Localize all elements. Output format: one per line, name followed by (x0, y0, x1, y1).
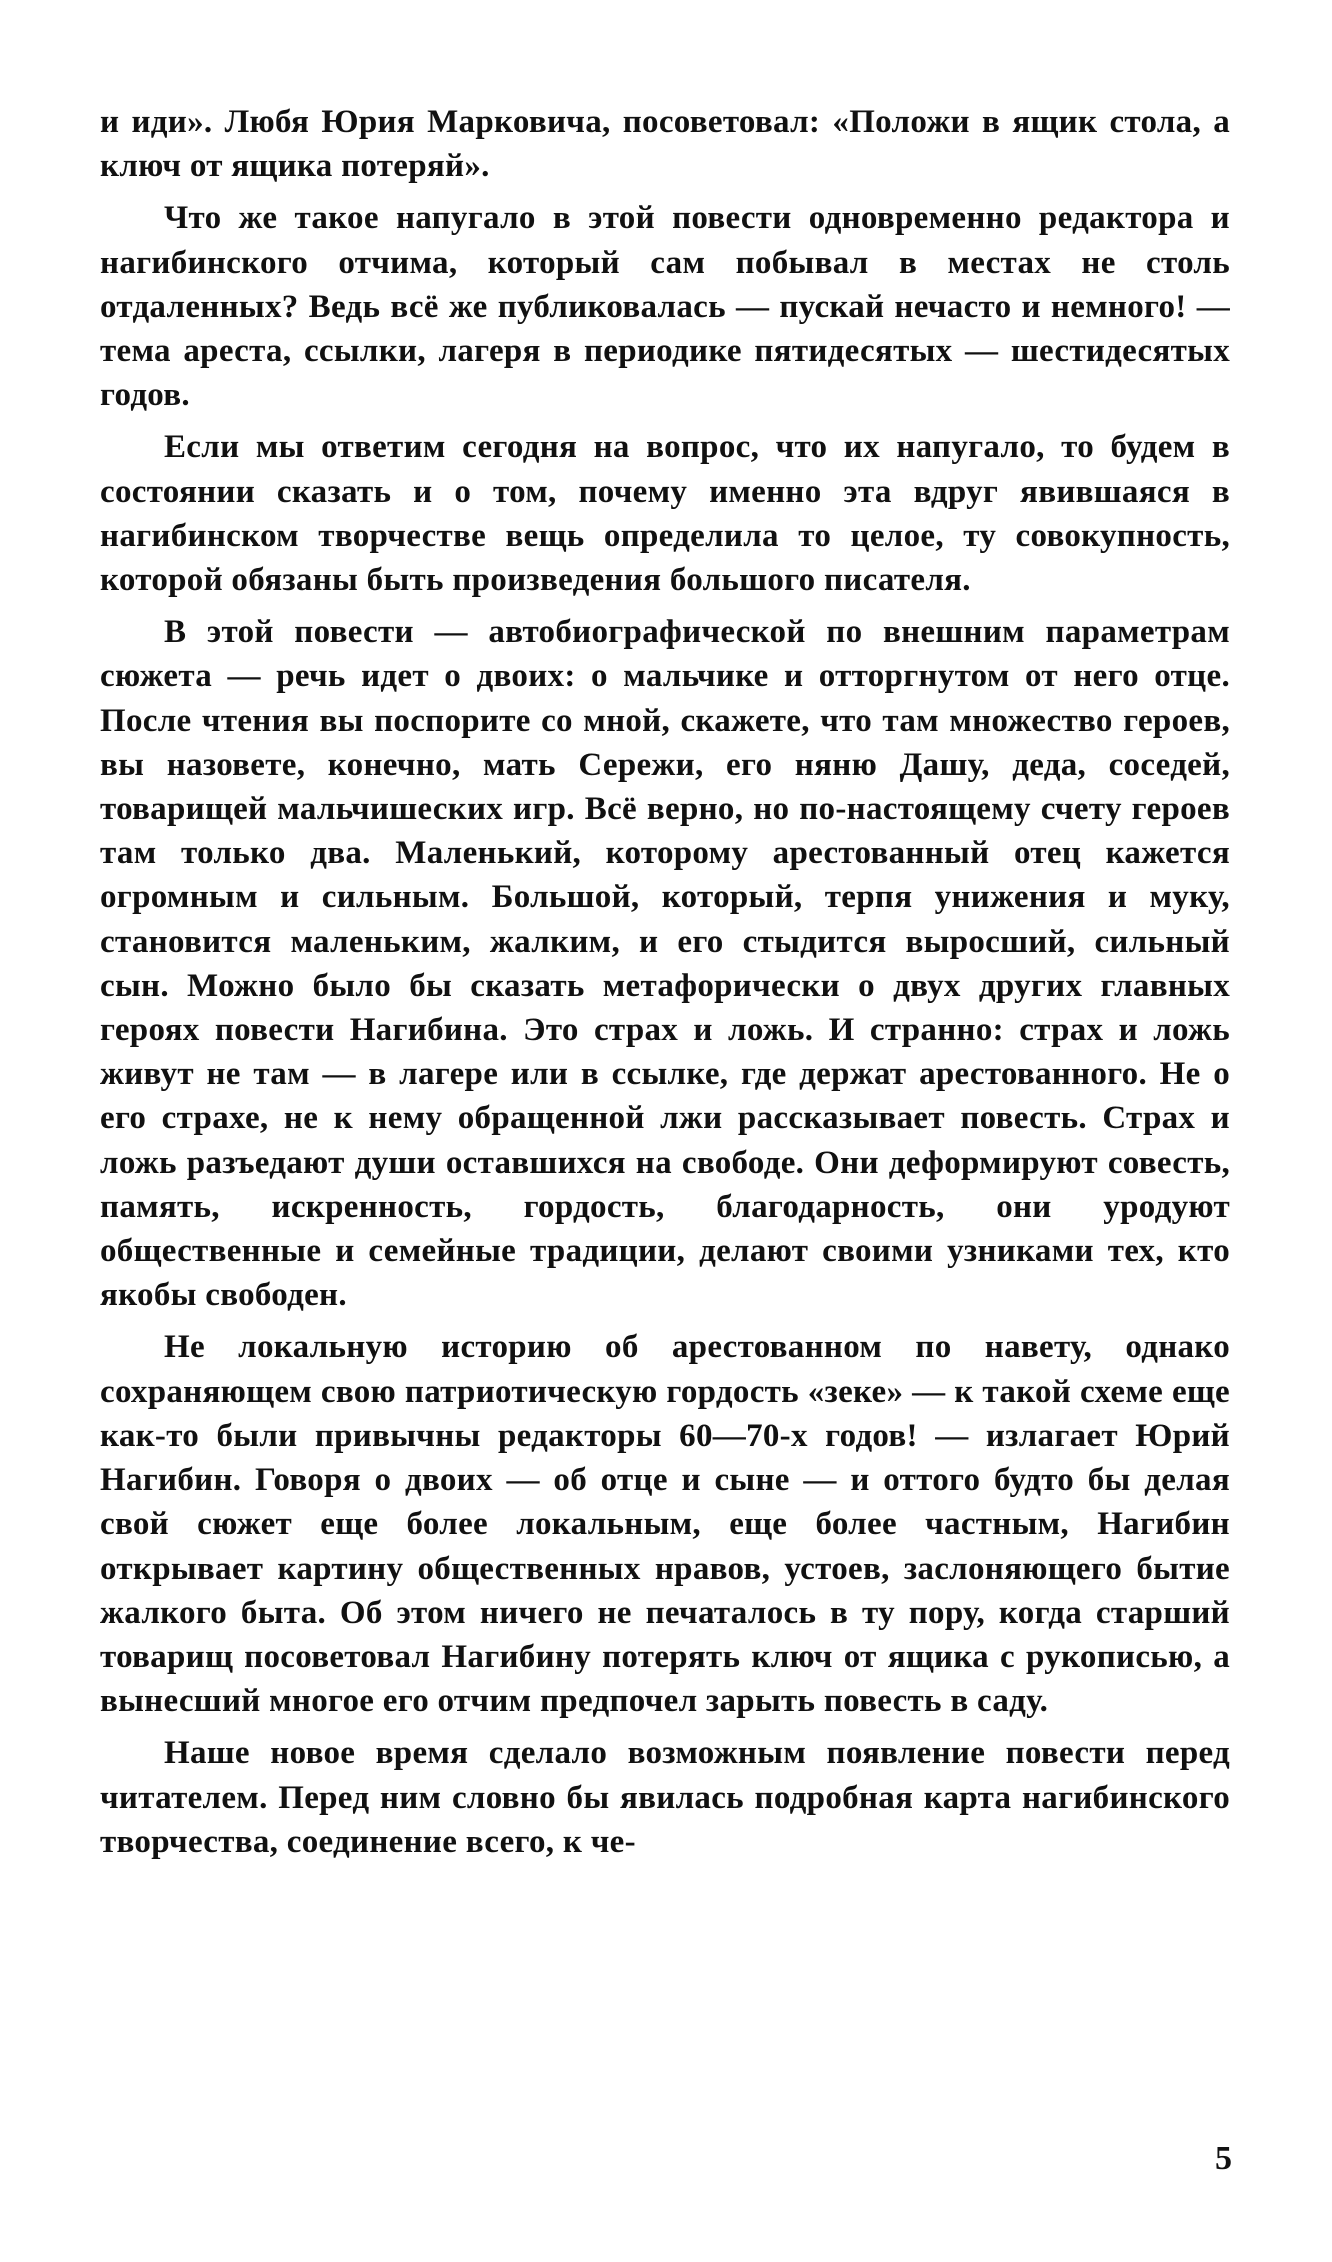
page-body (100, 100, 1230, 1864)
paragraph: В этой повести — автобиографической по внешним параметрам сюжета — речь идет о двоих: о мальчике и отторгнутом от него отце. После чтения вы поспорите со мной, скажете, что там множество героев, вы назовете, конечно, мать Сережи, его няню Дашу, деда, соседей, товарищей мальчишеских игр. Всё верно, но по-настоящему счету героев там только два. Маленький, которому арестованный отец кажется огромным и сильным. Большой, который, терпя унижения и муку, становится маленьким, жалким, и его стыдится выросший, сильный сын. Можно было бы сказать метафорически о двух других главных героях повести Нагибина. Это страх и ложь. И странно: страх и ложь живут не там — в лагере или в ссылке, где держат арестованного. Не о его страхе, не к нему обращенной лжи рассказывает повесть. Страх и ложь разъедают души оставшихся на свободе. Они деформируют совесть, память, искренность, гордость, благодарность, они уродуют общественные и семейные традиции, делают своими узниками тех, кто якобы свободен. (100, 614, 1230, 1314)
page-number: 5 (1215, 2140, 1232, 2177)
paragraph: Наше новое время сделало возможным появление повести перед читателем. Перед ним словно бы явилась подробная карта нагибинского творчества, соединение всего, к че- (100, 1735, 1230, 1860)
paragraph: Не локальную историю об арестованном по навету, однако сохраняющем свою патриотическую гордость «зеке» — к такой схеме еще как-то были привычны редакторы 60—70-х годов! — излагает Юрий Нагибин. Говоря о двоих — об отце и сыне — и оттого будто бы делая свой сюжет еще более локальным, еще более частным, Нагибин открывает картину общественных нравов, устоев, заслоняющего бытие жалкого быта. Об этом ничего не печаталось в ту пору, когда старший товарищ посоветовал Нагибину потерять ключ от ящика с рукописью, а вынесший многое его отчим предпочел зарыть повесть в саду. (100, 1329, 1230, 1720)
paragraph: Если мы ответим сегодня на вопрос, что их напугало, то будем в состоянии сказать и о том, почему именно эта вдруг явившаяся в нагибинском творчестве вещь определила то целое, ту совокупность, которой обязаны быть произведения большого писателя. (100, 429, 1230, 599)
paragraph-continuation: и иди». Любя Юрия Марковича, посоветовал: «Положи в ящик стола, а ключ от ящика потеряй». (100, 104, 1230, 185)
paragraph: Что же такое напугало в этой повести одновременно редактора и нагибинского отчима, который сам побывал в местах не столь отдаленных? Ведь всё же публиковалась — пускай нечасто и немного! — тема ареста, ссылки, лагеря в периодике пятидесятых — шестидесятых годов. (100, 200, 1230, 414)
